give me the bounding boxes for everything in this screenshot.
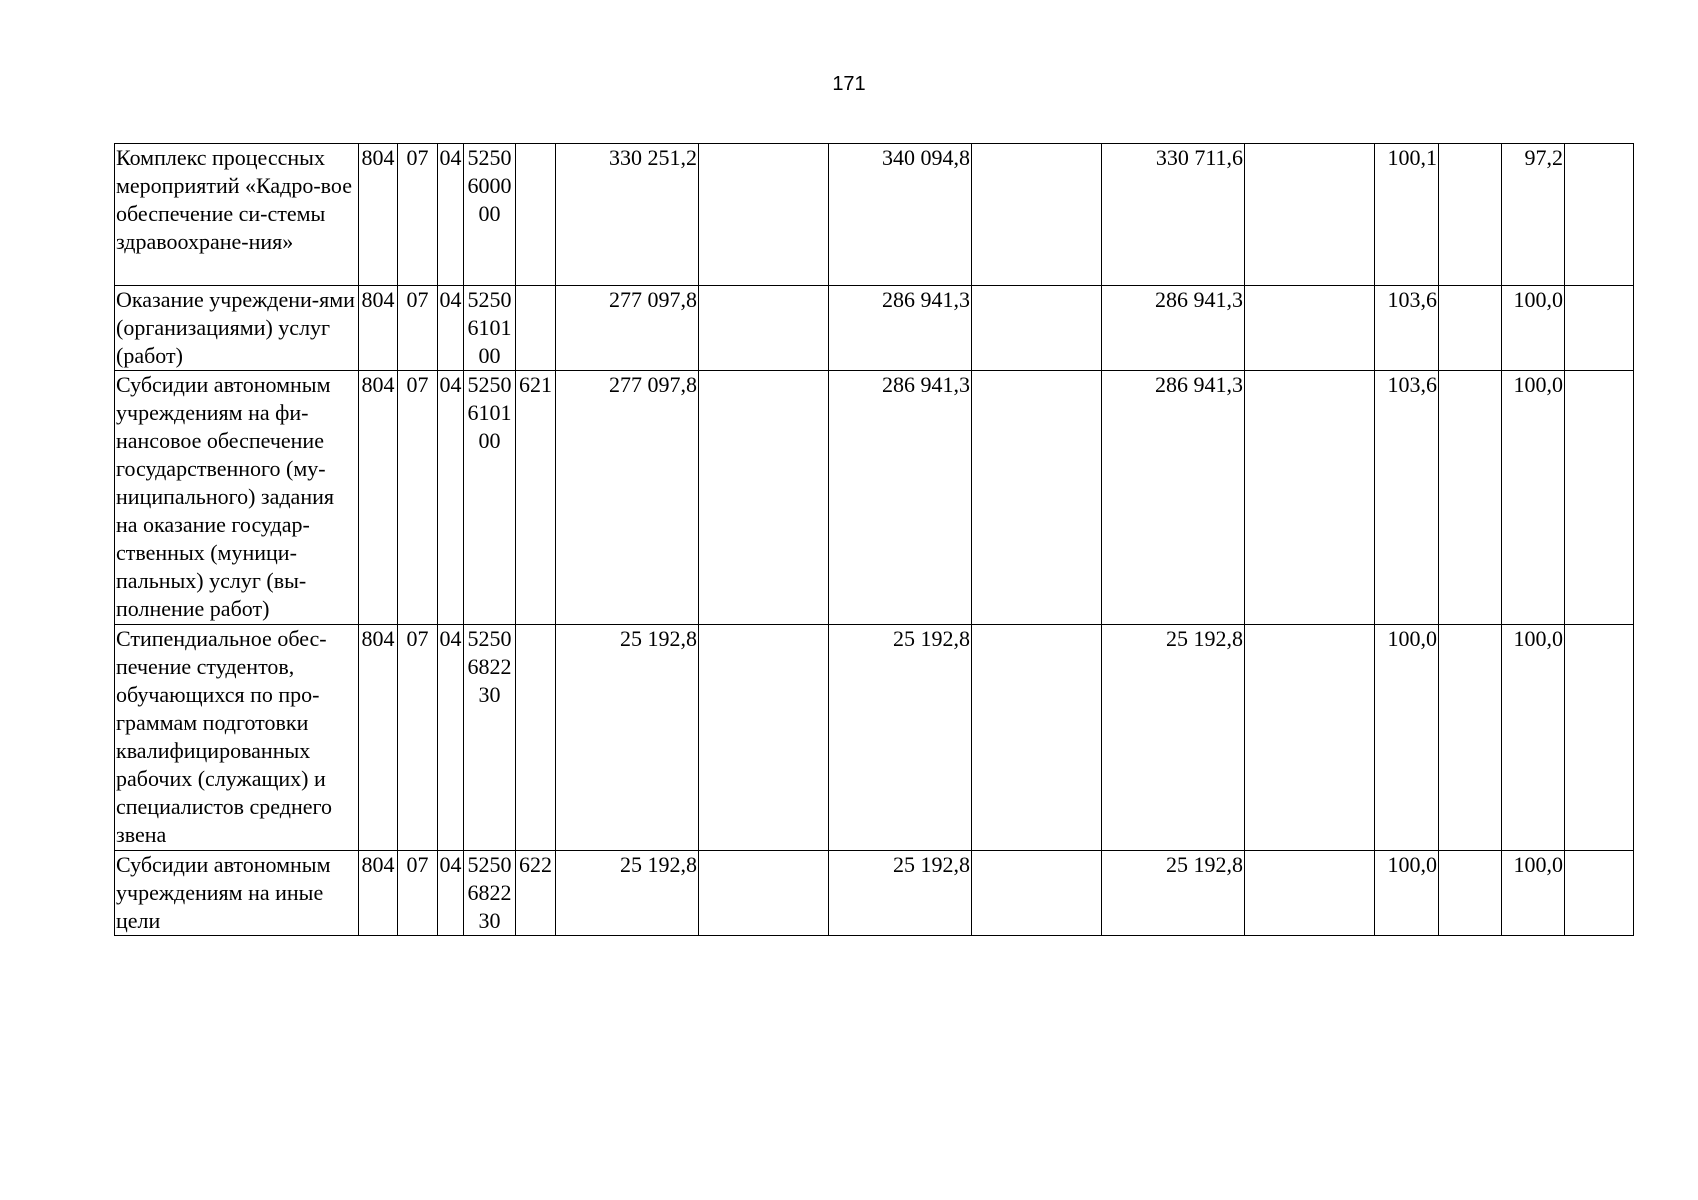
section-code: 07 (398, 144, 438, 286)
expense-type-code: 622 (516, 851, 556, 936)
table-row (115, 286, 1634, 371)
empty-cell (1565, 625, 1634, 851)
empty-cell (699, 286, 829, 371)
empty-cell (699, 625, 829, 851)
expense-type-code: 621 (516, 371, 556, 625)
value-1: 277 097,8 (556, 371, 699, 625)
percent-1: 100,0 (1375, 625, 1439, 851)
expense-type-code (516, 625, 556, 851)
empty-cell (699, 371, 829, 625)
value-3: 286 941,3 (1102, 286, 1245, 371)
percent-1: 100,1 (1375, 144, 1439, 286)
percent-1: 100,0 (1375, 851, 1439, 936)
row-name: Оказание учреждени-ями (организациями) услуг (работ) (115, 286, 359, 371)
value-1: 277 097,8 (556, 286, 699, 371)
empty-cell (1439, 625, 1502, 851)
percent-1: 103,6 (1375, 371, 1439, 625)
empty-cell (972, 286, 1102, 371)
empty-cell (1439, 144, 1502, 286)
table-row (115, 851, 1634, 936)
empty-cell (1245, 144, 1375, 286)
expense-type-code (516, 144, 556, 286)
empty-cell (1245, 851, 1375, 936)
target-article-code: 5250610100 (464, 286, 516, 371)
ministry-code: 804 (359, 851, 398, 936)
empty-cell (1439, 851, 1502, 936)
value-3: 25 192,8 (1102, 851, 1245, 936)
row-name: Стипендиальное обес-печение студентов, обучающихся по про-граммам подготовки квалифицированных рабочих (служащих) и специалистов среднего звена (115, 625, 359, 851)
empty-cell (1565, 371, 1634, 625)
target-article-code: 5250682230 (464, 625, 516, 851)
empty-cell (1245, 625, 1375, 851)
empty-cell (1565, 144, 1634, 286)
page-number: 171 (832, 73, 866, 95)
value-2: 286 941,3 (829, 371, 972, 625)
percent-2: 97,2 (1502, 144, 1565, 286)
table-row (115, 144, 1634, 286)
subsection-code: 04 (438, 851, 464, 936)
empty-cell (1565, 286, 1634, 371)
budget-table (114, 143, 1634, 936)
target-article-code: 5250600000 (464, 144, 516, 286)
subsection-code: 04 (438, 144, 464, 286)
ministry-code: 804 (359, 625, 398, 851)
row-name: Субсидии автономным учреждениям на фи-нансовое обеспечение государственного (му-ниципального) задания на оказание государ-ственных (муници-пальных) услуг (вы-полнение работ) (115, 371, 359, 625)
percent-1: 103,6 (1375, 286, 1439, 371)
empty-cell (972, 625, 1102, 851)
value-2: 340 094,8 (829, 144, 972, 286)
section-code: 07 (398, 286, 438, 371)
subsection-code: 04 (438, 286, 464, 371)
value-3: 25 192,8 (1102, 625, 1245, 851)
ministry-code: 804 (359, 286, 398, 371)
percent-2: 100,0 (1502, 371, 1565, 625)
ministry-code: 804 (359, 144, 398, 286)
target-article-code: 5250682230 (464, 851, 516, 936)
empty-cell (972, 371, 1102, 625)
empty-cell (972, 851, 1102, 936)
ministry-code: 804 (359, 371, 398, 625)
percent-2: 100,0 (1502, 625, 1565, 851)
empty-cell (1245, 371, 1375, 625)
percent-2: 100,0 (1502, 851, 1565, 936)
empty-cell (972, 144, 1102, 286)
percent-2: 100,0 (1502, 286, 1565, 371)
value-2: 25 192,8 (829, 625, 972, 851)
value-1: 330 251,2 (556, 144, 699, 286)
section-code: 07 (398, 371, 438, 625)
value-3: 286 941,3 (1102, 371, 1245, 625)
empty-cell (1439, 371, 1502, 625)
value-3: 330 711,6 (1102, 144, 1245, 286)
value-2: 25 192,8 (829, 851, 972, 936)
expense-type-code (516, 286, 556, 371)
subsection-code: 04 (438, 371, 464, 625)
subsection-code: 04 (438, 625, 464, 851)
empty-cell (1565, 851, 1634, 936)
section-code: 07 (398, 625, 438, 851)
value-2: 286 941,3 (829, 286, 972, 371)
empty-cell (1245, 286, 1375, 371)
target-article-code: 5250610100 (464, 371, 516, 625)
value-1: 25 192,8 (556, 851, 699, 936)
empty-cell (1439, 286, 1502, 371)
row-name: Субсидии автономным учреждениям на иные цели (115, 851, 359, 936)
row-name: Комплекс процессных мероприятий «Кадро-вое обеспечение си-стемы здравоохране-ния» (115, 144, 359, 286)
section-code: 07 (398, 851, 438, 936)
empty-cell (699, 851, 829, 936)
table-row (115, 371, 1634, 625)
empty-cell (699, 144, 829, 286)
value-1: 25 192,8 (556, 625, 699, 851)
table-row (115, 625, 1634, 851)
